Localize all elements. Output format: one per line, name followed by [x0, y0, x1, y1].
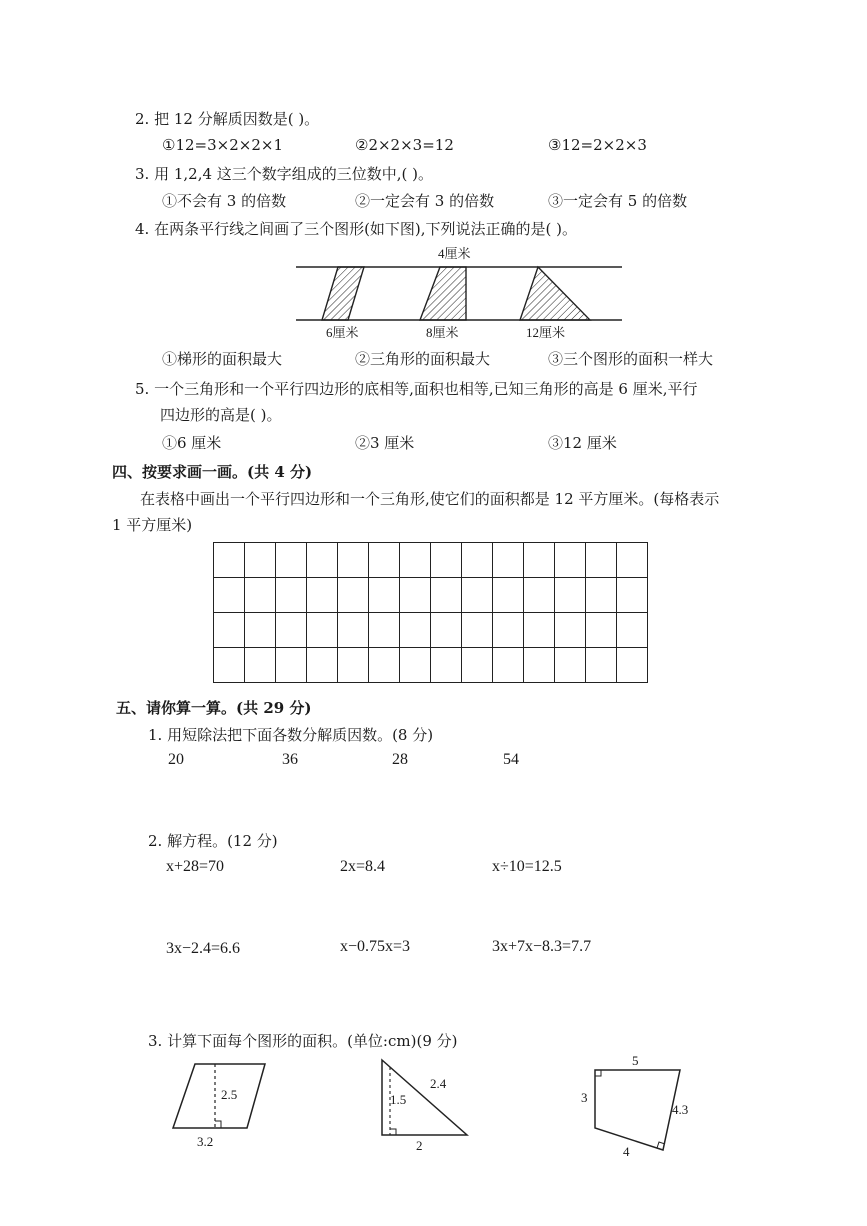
number-20: 20 [168, 751, 184, 768]
parallelogram-figure [165, 1058, 275, 1153]
grid-cell[interactable] [245, 543, 276, 578]
grid-cell[interactable] [493, 613, 524, 648]
grid-cell[interactable] [431, 543, 462, 578]
trapezoid-left-label: 3 [581, 1090, 588, 1105]
grid-cell[interactable] [555, 648, 586, 683]
grid-cell[interactable] [617, 578, 648, 613]
grid-row [214, 543, 648, 578]
label-6cm: 6厘米 [326, 325, 359, 340]
parallelogram-height-label: 2.5 [221, 1087, 238, 1102]
q2-option-2: ②2×2×3=12 [355, 136, 454, 154]
grid-cell[interactable] [369, 613, 400, 648]
grid-cell[interactable] [400, 613, 431, 648]
grid-cell[interactable] [462, 648, 493, 683]
triangle-height-label: 1.5 [390, 1092, 407, 1107]
grid-cell[interactable] [245, 648, 276, 683]
grid-cell[interactable] [338, 648, 369, 683]
grid-cell[interactable] [462, 578, 493, 613]
triangle-shape [520, 267, 590, 320]
grid-cell[interactable] [214, 648, 245, 683]
grid-cell[interactable] [586, 648, 617, 683]
equation-6: 3x+7x−8.3=7.7 [492, 938, 592, 955]
grid-cell[interactable] [524, 543, 555, 578]
grid-cell[interactable] [338, 613, 369, 648]
q2-option-1: ①12=3×2×2×1 [162, 136, 283, 154]
grid-cell[interactable] [586, 543, 617, 578]
grid-cell[interactable] [369, 578, 400, 613]
grid-cell[interactable] [493, 648, 524, 683]
trapezoid-shape [420, 267, 466, 320]
grid-cell[interactable] [307, 578, 338, 613]
q2-stem: 2. 把 12 分解质因数是( )。 [135, 110, 320, 128]
grid-cell[interactable] [617, 648, 648, 683]
grid-cell[interactable] [493, 543, 524, 578]
section4-instruction-line2: 1 平方厘米) [112, 516, 193, 534]
section5-p1-title: 1. 用短除法把下面各数分解质因数。(8 分) [148, 726, 434, 744]
grid-cell[interactable] [400, 578, 431, 613]
trapezoid-top-label: 5 [632, 1053, 639, 1068]
q2-option-3: ③12=2×2×3 [548, 136, 647, 154]
grid-cell[interactable] [617, 543, 648, 578]
equation-1: x+28=70 [166, 858, 225, 875]
q5-option-1: ①6 厘米 [162, 434, 222, 452]
number-54: 54 [503, 751, 519, 768]
grid-cell[interactable] [555, 543, 586, 578]
label-8cm: 8厘米 [426, 325, 459, 340]
triangle-base-label: 2 [416, 1138, 423, 1153]
grid-cell[interactable] [617, 613, 648, 648]
grid-cell[interactable] [462, 613, 493, 648]
parallelogram-shape [322, 267, 364, 320]
grid-cell[interactable] [245, 613, 276, 648]
grid-cell[interactable] [586, 578, 617, 613]
grid-cell[interactable] [586, 613, 617, 648]
grid-cell[interactable] [369, 648, 400, 683]
q5-stem-line1: 5. 一个三角形和一个平行四边形的底相等,面积也相等,已知三角形的高是 6 厘米,平行 [135, 380, 698, 398]
grid-cell[interactable] [524, 578, 555, 613]
grid-cell[interactable] [276, 543, 307, 578]
grid-cell[interactable] [524, 613, 555, 648]
trapezoid-right-label: 4.3 [672, 1102, 689, 1117]
triangle-hyp-label: 2.4 [430, 1076, 447, 1091]
drawing-grid[interactable] [213, 542, 648, 683]
grid-cell[interactable] [555, 613, 586, 648]
section5-p3-title: 3. 计算下面每个图形的面积。(单位:cm)(9 分) [148, 1032, 458, 1050]
grid-cell[interactable] [524, 648, 555, 683]
grid-cell[interactable] [245, 578, 276, 613]
grid-cell[interactable] [431, 578, 462, 613]
q4-option-1: ①梯形的面积最大 [162, 350, 283, 368]
grid-cell[interactable] [431, 648, 462, 683]
grid-cell[interactable] [276, 613, 307, 648]
grid-cell[interactable] [400, 543, 431, 578]
grid-cell[interactable] [338, 543, 369, 578]
q4-option-2: ②三角形的面积最大 [355, 350, 491, 368]
q4-option-3: ③三个图形的面积一样大 [548, 350, 714, 368]
q4-stem: 4. 在两条平行线之间画了三个图形(如下图),下列说法正确的是( )。 [135, 220, 578, 238]
equation-3: x÷10=12.5 [492, 858, 562, 875]
grid-cell[interactable] [307, 648, 338, 683]
grid-cell[interactable] [276, 578, 307, 613]
grid-cell[interactable] [276, 648, 307, 683]
parallelogram-base-label: 3.2 [197, 1134, 214, 1149]
section4-title: 四、按要求画一画。(共 4 分) [112, 463, 313, 481]
q5-stem-line2: 四边形的高是( )。 [160, 406, 282, 424]
q3-option-2: ②一定会有 3 的倍数 [355, 192, 495, 210]
grid-cell[interactable] [555, 578, 586, 613]
grid-cell[interactable] [462, 543, 493, 578]
grid-cell[interactable] [214, 613, 245, 648]
grid-cell[interactable] [400, 648, 431, 683]
q5-option-3: ③12 厘米 [548, 434, 617, 452]
grid-cell[interactable] [214, 543, 245, 578]
grid-cell[interactable] [307, 613, 338, 648]
grid-cell[interactable] [338, 578, 369, 613]
section5-title: 五、请你算一算。(共 29 分) [116, 699, 312, 717]
number-28: 28 [392, 751, 408, 768]
section5-p2-title: 2. 解方程。(12 分) [148, 832, 278, 850]
grid-cell[interactable] [307, 543, 338, 578]
q3-option-3: ③一定会有 5 的倍数 [548, 192, 688, 210]
grid-cell[interactable] [431, 613, 462, 648]
grid-row [214, 613, 648, 648]
equation-5: x−0.75x=3 [340, 938, 411, 955]
label-4cm: 4厘米 [438, 246, 471, 261]
q5-option-2: ②3 厘米 [355, 434, 415, 452]
q4-figure [290, 240, 630, 345]
equation-4: 3x−2.4=6.6 [166, 940, 241, 957]
grid-cell[interactable] [214, 578, 245, 613]
q3-option-1: ①不会有 3 的倍数 [162, 192, 287, 210]
grid-row [214, 648, 648, 683]
label-12cm: 12厘米 [526, 325, 566, 340]
q3-stem: 3. 用 1,2,4 这三个数字组成的三位数中,( )。 [135, 165, 434, 183]
section4-instruction-line1: 在表格中画出一个平行四边形和一个三角形,使它们的面积都是 12 平方厘米。(每格表示 [140, 490, 720, 508]
number-36: 36 [282, 751, 298, 768]
trapezoid-figure [575, 1050, 700, 1160]
grid-row [214, 578, 648, 613]
grid-cell[interactable] [369, 543, 400, 578]
triangle-figure [360, 1052, 480, 1157]
trapezoid-bottom-label: 4 [623, 1144, 630, 1159]
grid-cell[interactable] [493, 578, 524, 613]
equation-2: 2x=8.4 [340, 858, 386, 875]
